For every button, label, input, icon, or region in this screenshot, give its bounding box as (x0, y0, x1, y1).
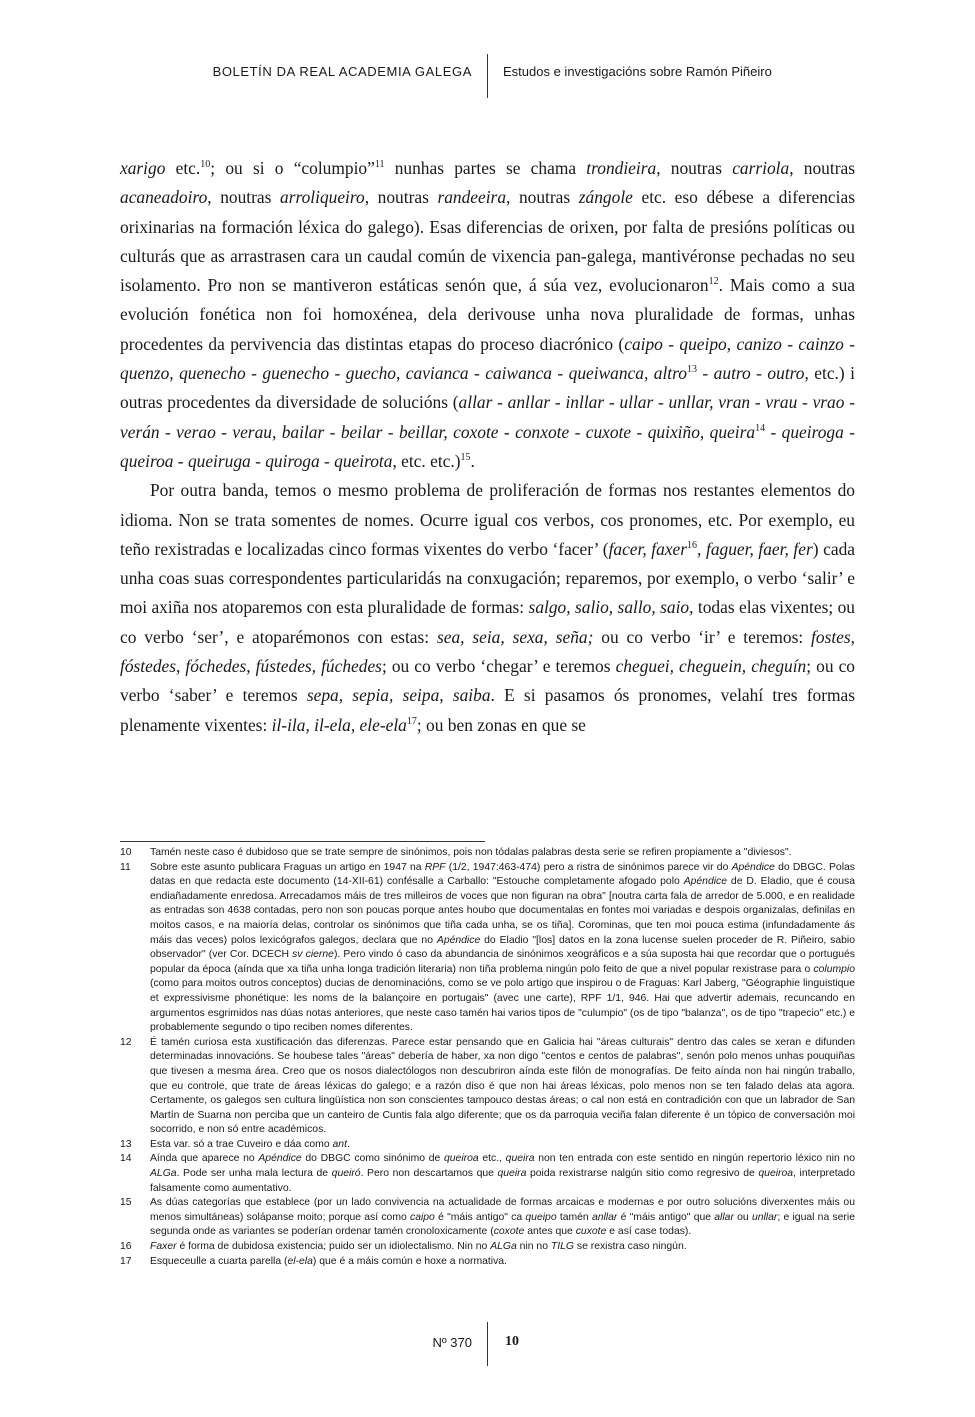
body-text (120, 154, 855, 740)
paragraph (120, 476, 855, 740)
text-run: ) cada unha coas suas correspondentes particularidás na conxugación; reparemos, por exemplo, o verbo ‘salir’ e moi axiña nos atoparemos con esta pluralidade de formas: (120, 538, 856, 618)
footnotes (120, 846, 855, 1269)
italic-text: cheguei, cheguein, cheguín (615, 656, 807, 677)
text-run: poida rexistrarse nalgún sitio como regresivo de (526, 1168, 759, 1180)
section-title: Estudos e investigacións sobre Ramón Piñeiro (503, 64, 772, 79)
italic-text: acaneadoiro (120, 187, 208, 208)
italic-text: coxote (493, 1226, 525, 1238)
text-run: é "máis antigo" ca (434, 1211, 526, 1223)
italic-text: queiroa (443, 1153, 479, 1165)
italic-text: queira (497, 1168, 527, 1180)
footnote-text (150, 1152, 855, 1196)
italic-text: sepa, sepia, seipa, saiba (306, 685, 491, 706)
footnote-text (150, 846, 855, 861)
footnote (120, 1138, 855, 1153)
text-run: , noutras (364, 187, 438, 208)
footnote (120, 1240, 855, 1255)
italic-text: trondieira (586, 158, 657, 178)
italic-text: randeeira (437, 187, 507, 208)
italic-text: carriola (732, 158, 790, 178)
footnote-number: 10 (120, 847, 132, 858)
text-run: , noutras (506, 187, 579, 208)
text-run: (como para moitos outros conceptos) ducias de denominacións, como se ve polo artigo que inspirou o de Fraguas: Karl Jaberg, "Géographie linguistique et expressivisme phonétique: les noms de la balançoire en portugais" (avec une carte), RPF 1/1, 946. Hai que advertir ademais, recuncando en argumentos esgrimidos nas dúas notas anteriores, que neste caso tamén hai varios tipos de "culumpio" (os de tipo "balanza", os de tipo "trapecio" etc.) e probablemente segundo o tipo reciben nomes diferentes. (150, 978, 855, 1034)
footnote (120, 1196, 855, 1240)
page-number: 10 (505, 1334, 519, 1349)
text-run: , noutras (207, 187, 280, 208)
footnote-number: 15 (120, 1197, 132, 1209)
text-run: . (346, 1138, 350, 1150)
text-run: se rexistra caso ningún. (573, 1241, 687, 1253)
text-run: etc. (165, 158, 201, 178)
italic-text: unllar (751, 1211, 778, 1223)
footnote-text (150, 861, 855, 1036)
text-run: É tamén curiosa esta xustificación das diferenzas. Parece estar pensando que en Galicia hai "áreas culturais" dentro das cales se xeran e difunden determinadas innovacións. Se houbese tales "áreas" debería de haber, xa non digo "centos e centos de palabras", senón polo menos unhas pouquiñas que tivesen a mesma área. Creo que os nosos dialectólogos non descubriron aínda este filón de monografías. De feito aínda non hai ningún traballo, que eu controle, que trate de áreas léxicas do galego; e a razón diso é que non hai áreas léxicas, polo menos non se ten falado delas ata agora. Certamente, os galegos sen cultura lingüística non son conscientes tampouco destas áreas; o cal non está en contradición con que un labrador de San Martín de Suarna non perciba que un canteiro de Cuntis fala algo diferente; que os da parroquia veciña falan diferente é un tópico de conversación moi socorrido, e non só entre académicos. (150, 1036, 855, 1136)
footnote-number: 16 (120, 1241, 132, 1253)
italic-text: Apéndice (731, 861, 775, 873)
italic-text: RPF (424, 861, 446, 873)
text-run: , interpretado falsamente como aumentativo. (150, 1168, 855, 1194)
italic-text: allar (714, 1211, 734, 1223)
text-run: do DBGC como sinónimo de (301, 1153, 444, 1165)
text-run: , todas elas vixentes; ou co verbo ‘ser’, e atoparémonos con estas: (120, 597, 855, 647)
text-run: (1/2, 1947:463-474) pero a ristra de sinónimos parece vir do (445, 861, 732, 873)
footnote (120, 1036, 855, 1138)
italic-text: el-ela (287, 1255, 313, 1267)
text-run: e así case todas). (606, 1226, 692, 1238)
italic-text: facer, faxer (608, 538, 688, 559)
italic-text: Apéndice (258, 1153, 302, 1165)
italic-text: Apéndice (436, 934, 481, 946)
footnote (120, 1152, 855, 1196)
text-run: , noutras (789, 158, 855, 178)
italic-text: , faguer, faer, fer (697, 538, 813, 559)
text-run: Esta var. só a trae Cuveiro e dáa como (150, 1138, 333, 1150)
footnote (120, 861, 855, 1036)
text-run: nunhas partes se chama (384, 158, 587, 178)
text-run: ; ou co verbo ‘chegar’ e teremos (381, 656, 616, 677)
text-run: tamén (556, 1211, 592, 1223)
italic-text: caipo (410, 1211, 435, 1223)
italic-text: queipo (525, 1211, 557, 1223)
text-run: antes que (524, 1226, 576, 1238)
footnote-number: 11 (120, 861, 131, 873)
italic-text: columpio (813, 963, 855, 975)
italic-text: Apéndice (683, 876, 728, 888)
footnote-ref[interactable]: 15 (460, 451, 471, 463)
italic-text: ALGa (490, 1241, 517, 1253)
footnote-ref[interactable]: 16 (687, 539, 698, 551)
italic-text: cuxote (575, 1226, 607, 1238)
text-run: non ten entrada con este sentido en ningún repertorio léxico nin no (534, 1153, 855, 1165)
paragraph (120, 154, 855, 476)
italic-text: sea, seia, sexa, seña; (436, 626, 594, 647)
italic-text: fostes, fóstedes, fóchedes, fústedes, fúchedes (120, 626, 856, 677)
text-run: é "máis antigo" que (617, 1211, 715, 1223)
journal-title: BOLETÍN DA REAL ACADEMIA GALEGA (212, 64, 472, 79)
footnote-ref[interactable]: 17 (406, 715, 417, 727)
footnote-text (150, 1255, 855, 1270)
text-run: , etc.) i outras procedentes da diversidade de solucións ( (120, 363, 855, 413)
footnote-number: 13 (120, 1138, 132, 1150)
footnote (120, 1255, 855, 1270)
footnote-ref[interactable]: 13 (686, 364, 697, 376)
italic-text: ALGa (150, 1168, 177, 1180)
footer-divider (487, 1322, 488, 1366)
footnote-ref[interactable]: 14 (755, 422, 766, 434)
footnote-rule (120, 841, 485, 842)
text-run: ; ou co verbo ‘saber’ e teremos (120, 656, 855, 706)
text-run: As dúas categorías que establece (por un lado convivencia na actualidade de formas arcaicas e modernas e por outro solucións diverxentes máis ou menos simultáneas) solápanse moito; porque así como (150, 1197, 855, 1223)
italic-text: xarigo (120, 158, 166, 178)
text-run: etc. eso débese a diferencias orixinarias na formación léxica do galego). Esas diferencias de orixen, por falta de presións políticas ou culturás que as arrastrasen cara un caudal común de vixencia pan-galega, mantivéronse pechadas no seu isolamento. Pro non se mantiveron estáticas senón que, á súa vez, evolucionaron (120, 187, 855, 296)
footnote (120, 846, 855, 861)
text-run: . (470, 450, 475, 471)
text-run: , etc. etc.) (392, 450, 461, 471)
text-run: . Pode ser unha mala lectura de (176, 1168, 332, 1180)
text-run: Tamén neste caso é dubidoso que se trate sempre de sinónimos, pois non tódalas palabras desta serie se refiren propiamente a "diviesos". (150, 847, 792, 858)
text-run: ). Pero vindo ó caso da abundancia de sinónimos xeográficos e a súa suposta hai que recordar que o portugués popular da época (aínda que xa tiña unha longa tradición literaria) non tiña problema ningún polo feito de que a nivel popular rexistrase para o (150, 949, 856, 975)
italic-text: queira (505, 1153, 535, 1165)
italic-text: zángole (578, 187, 633, 208)
text-run: é forma de dubidosa existencia; puido ser un idiolectalismo. Nin no (176, 1241, 491, 1253)
footnote-ref[interactable]: 11 (374, 159, 385, 170)
text-run: do DBGC. Polas datas en que redacta este documento (14-XII-61) confésalle a Carballo: "Estouche completamente afogado polo (150, 861, 855, 888)
footnote-number: 17 (120, 1255, 132, 1267)
text-run: ou (733, 1211, 752, 1223)
footnote-text (150, 1196, 855, 1240)
italic-text: queiroa (758, 1168, 794, 1180)
text-run: ) que é a máis común e hoxe a normativa. (312, 1255, 507, 1267)
text-run: . Mais como a sua evolución fonética non foi homoxénea, dela derivouse unha nova pluralidade de formas, unhas procedentes da pervivencia das distintas etapas do proceso diacrónico ( (120, 275, 855, 354)
footnote-ref[interactable]: 12 (708, 276, 719, 288)
text-run: , noutras (656, 158, 733, 178)
text-run: ; ou ben zonas en que se (416, 714, 586, 735)
text-run: . E si pasamos ós pronomes, velahí tres formas plenamente vixentes: (120, 685, 855, 735)
footnote-text (150, 1240, 855, 1255)
text-run: Sobre este asunto publicara Fraguas un artigo en 1947 na (150, 861, 425, 873)
footnote-number: 14 (120, 1153, 132, 1165)
italic-text: TILG (550, 1241, 574, 1253)
italic-text: ant (332, 1138, 347, 1150)
text-run: ; e igual na serie segunda onde as variantes se poderían ordenar tamén cronoloxicamente ( (150, 1211, 855, 1238)
text-run: Aínda que aparece no (150, 1153, 259, 1165)
text-run: etc., (478, 1153, 506, 1165)
text-run: nin no (516, 1241, 551, 1253)
text-run: de D. Eladio, que é cousa endiañadamente enredosa. Arrecadamos máis de tres milleiros de voces que non figuran na obra" [noutra carta fala de arredor de 5.000, e en realidade as entradas son 4638 contadas, pero non son poucas porque antes houbo que documentalas en fontes moi variadas e despois organizalas, definilas en moitos casos, e na maioría delas, controlar os sinónimos que tiña cada unha, se os tiña]. Corominas, que ten moi pouca estima (infundadamente ás máis das veces) polos lexicógrafos galegos, declara que no (150, 876, 855, 946)
text-run: Esqueceulle a cuarta parella ( (150, 1255, 288, 1267)
italic-text: sv cierne (292, 949, 334, 961)
text-run: . Pero non descartamos que (360, 1168, 498, 1180)
text-run: do Eladio "[los] datos en la zona lucense suelen proceder de R. Piñeiro, sabio observador" (ver Cor. DCECH (150, 934, 855, 961)
text-run: Por outra banda, temos o mesmo problema de proliferación de formas nos restantes elementos do idioma. Non se trata somentes de nomes. Ocurre igual cos verbos, cos pronomes, etc. Por exemplo, eu teño rexistradas e localizadas cinco formas vixentes do verbo ‘facer’ ( (120, 480, 855, 559)
footnote-text (150, 1036, 855, 1138)
italic-text: anllar (591, 1211, 618, 1223)
italic-text: il-ila, il-ela, ele-ela (271, 714, 407, 735)
issue-number: Nº 370 (432, 1335, 472, 1350)
footnote-number: 12 (120, 1036, 132, 1048)
italic-text: - autro - outro (696, 363, 805, 384)
header-divider (487, 54, 488, 98)
italic-text: allar - anllar - inllar - ullar - unllar, vran - vrau - vrao - verán - verao - verau, bailar - beilar - beillar, coxote - conxote - cuxote - quixiño, queira (120, 392, 855, 442)
italic-text: salgo, salio, sallo, saio (528, 597, 690, 618)
footnote-text (150, 1138, 855, 1153)
text-run: ou co verbo ‘ir’ e teremos: (593, 626, 812, 647)
italic-text: arroliqueiro (280, 187, 365, 208)
italic-text: queiró (331, 1168, 361, 1180)
footnote-ref[interactable]: 10 (200, 159, 211, 170)
italic-text: Faxer (150, 1241, 177, 1253)
italic-text: caipo - queipo, canizo - cainzo - quenzo, quenecho - guenecho - guecho, cavianca - caiwanca - queiwanca, altro (120, 333, 855, 384)
text-run: ; ou si o “columpio” (210, 158, 375, 178)
italic-text: - queiroga - queiroa - queiruga - quiroga - queirota (120, 421, 855, 471)
